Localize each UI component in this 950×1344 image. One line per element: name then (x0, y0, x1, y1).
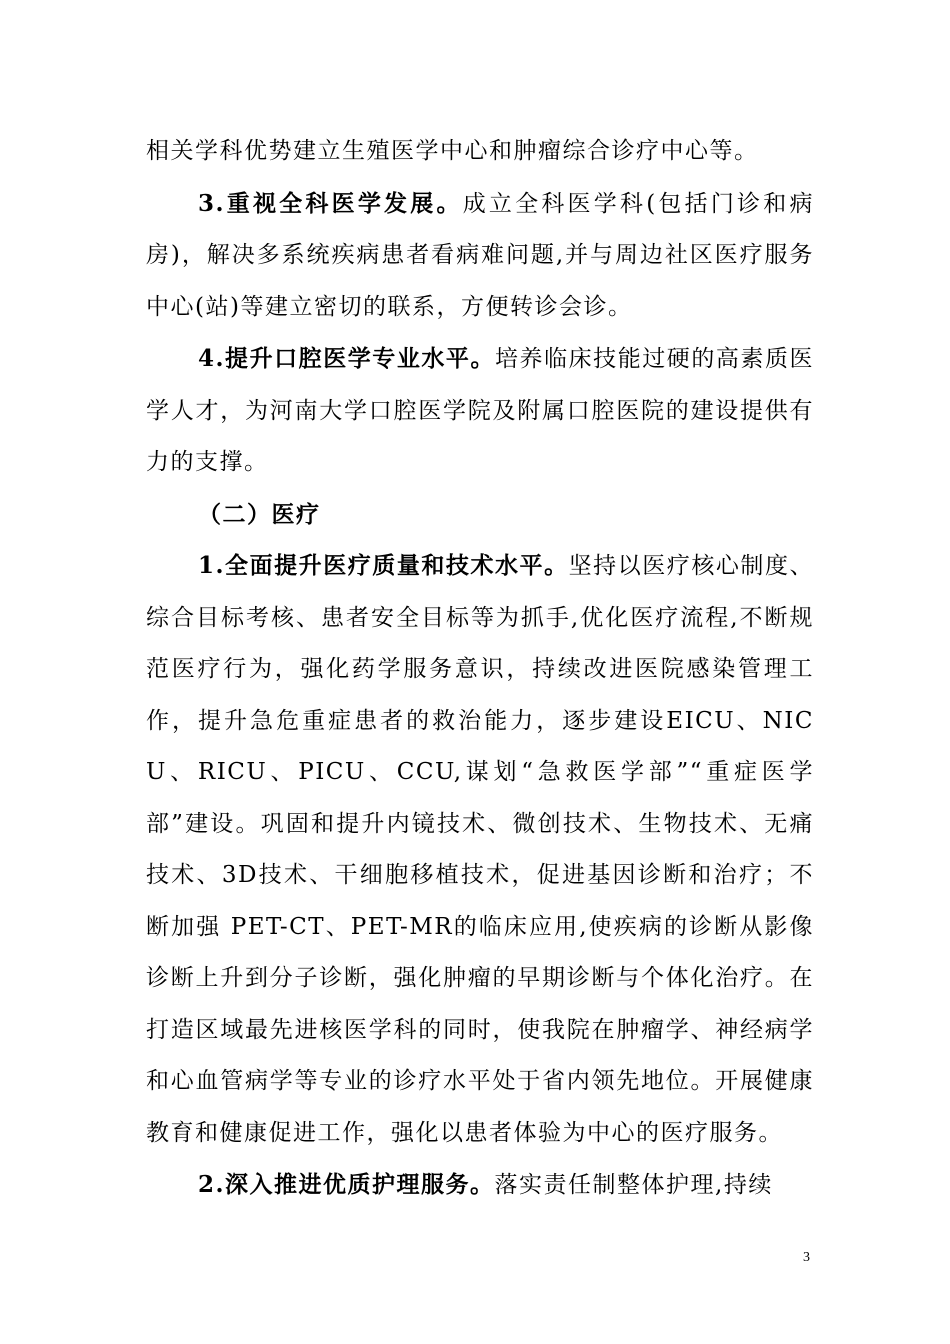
paragraph-lead: 3.重视全科医学发展。 (198, 189, 463, 217)
body-text (146, 126, 814, 1212)
section-heading-medical (146, 489, 814, 541)
paragraph-text: 培养临床技能过硬的高素质医学人才，为河南大学口腔医学院及附属口腔医院的建设提供有力的支撑。 (146, 346, 815, 475)
section-heading-text: （二）医疗 (198, 500, 321, 528)
paragraph-text: 成立全科医学科(包括门诊和病房)，解决多系统疾病患者看病难问题,并与周边社区医疗服务中心(站)等建立密切的联系，方便转诊会诊。 (146, 190, 814, 320)
paragraph-text: 坚持以医疗核心制度、综合目标考核、患者安全目标等为抓手,优化医疗流程,不断规范医疗行为，强化药学服务意识，持续改进医院感染管理工作，提升急危重症患者的救治能力，逐步建设EICU、NICU、RICU、PICU、CCU,谋划“急救医学部”“重症医学部”建设。巩固和提升内镜技术、微创技术、生物技术、无痛技术、3D技术、干细胞移植技术，促进基因诊断和治疗；不断加强 PET-CT、PET-MR的临床应用,使疾病的诊断从影像诊断上升到分子诊断，强化肿瘤的早期诊断与个体化治疗。在打造区域最先进核医学科的同时，使我院在肿瘤学、神经病学和心血管病学等专业的诊疗水平处于省内领先地位。开展健康教育和健康促进工作，强化以患者体验为中心的医疗服务。 (146, 553, 815, 1146)
paragraph-lead: 4.提升口腔医学专业水平。 (198, 345, 496, 372)
paragraph-medical-quality (146, 540, 814, 1159)
paragraph-text: 相关学科优势建立生殖医学中心和肿瘤综合诊疗中心等。 (146, 138, 759, 164)
paragraph-text: 落实责任制整体护理,持续 (494, 1172, 773, 1198)
paragraph-continuation (146, 126, 814, 178)
page-number: 3 (803, 1250, 810, 1265)
paragraph-lead: 2.深入推进优质护理服务。 (198, 1171, 495, 1198)
paragraph-lead: 1.全面提升医疗质量和技术水平。 (198, 552, 569, 579)
paragraph-general-medicine (146, 178, 814, 334)
paragraph-nursing (146, 1159, 814, 1212)
paragraph-stomatology (146, 333, 814, 489)
